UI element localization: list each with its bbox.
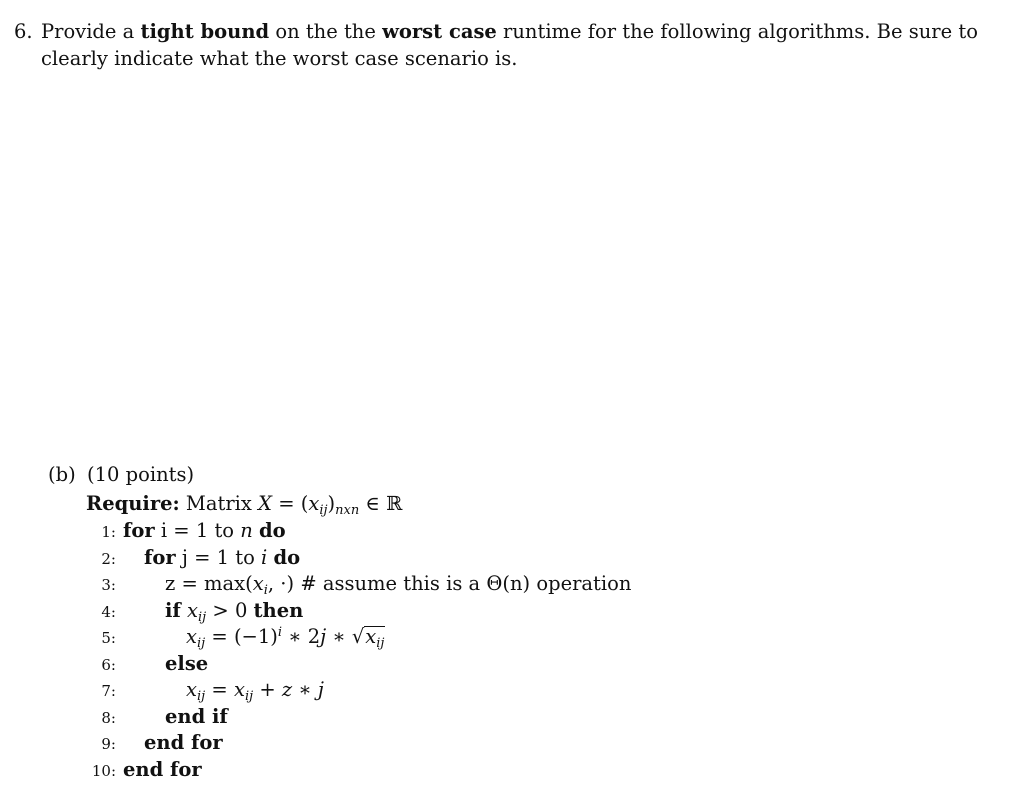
algorithm-line: 6: else [101, 651, 209, 675]
part-label: (b) [48, 463, 76, 486]
emphasis-tight-bound: tight bound [140, 20, 270, 43]
algorithm-line: 1: for i = 1 to n do [101, 519, 286, 542]
part-b-header [48, 462, 194, 488]
algorithm-require: Require: Matrix $X = (x_{ij})_{nxn}$ ∈ ℝ [86, 492, 403, 518]
algorithm-line: 5: $x_{ij} = (-1)^i$ ∗ 2j ∗ $√x_{ij}$ [101, 625, 385, 651]
algorithm-line: 9: end for [101, 731, 223, 754]
algorithm-comment: # assume this is a Θ(n) operation [300, 572, 632, 595]
question-6 [14, 18, 1010, 72]
algorithm-block [86, 490, 786, 783]
algorithm-line: 10: end for [91, 757, 202, 781]
emphasis-worst-case: worst case [382, 20, 497, 43]
algorithm-line: 2: for j = 1 to i do [101, 545, 301, 569]
algorithm-line: 8: end if [101, 704, 228, 728]
part-points: (10 points) [87, 463, 195, 486]
question-text: Provide a tight bound on the the worst case runtime for the following algorithms. Be sure to clearly indicate what the worst case scenario is. [41, 20, 978, 70]
algorithm-line: 7: $x_{ij} = x_{ij} + z$ ∗ j [101, 678, 324, 704]
algorithm-line: 3: $z = \max(x_i$, ·) # assume this is a Θ(n) operation [101, 572, 632, 598]
question-number: 6. [14, 20, 33, 43]
algorithm-line: 4: if $x_{ij} > 0$ then [101, 598, 304, 625]
